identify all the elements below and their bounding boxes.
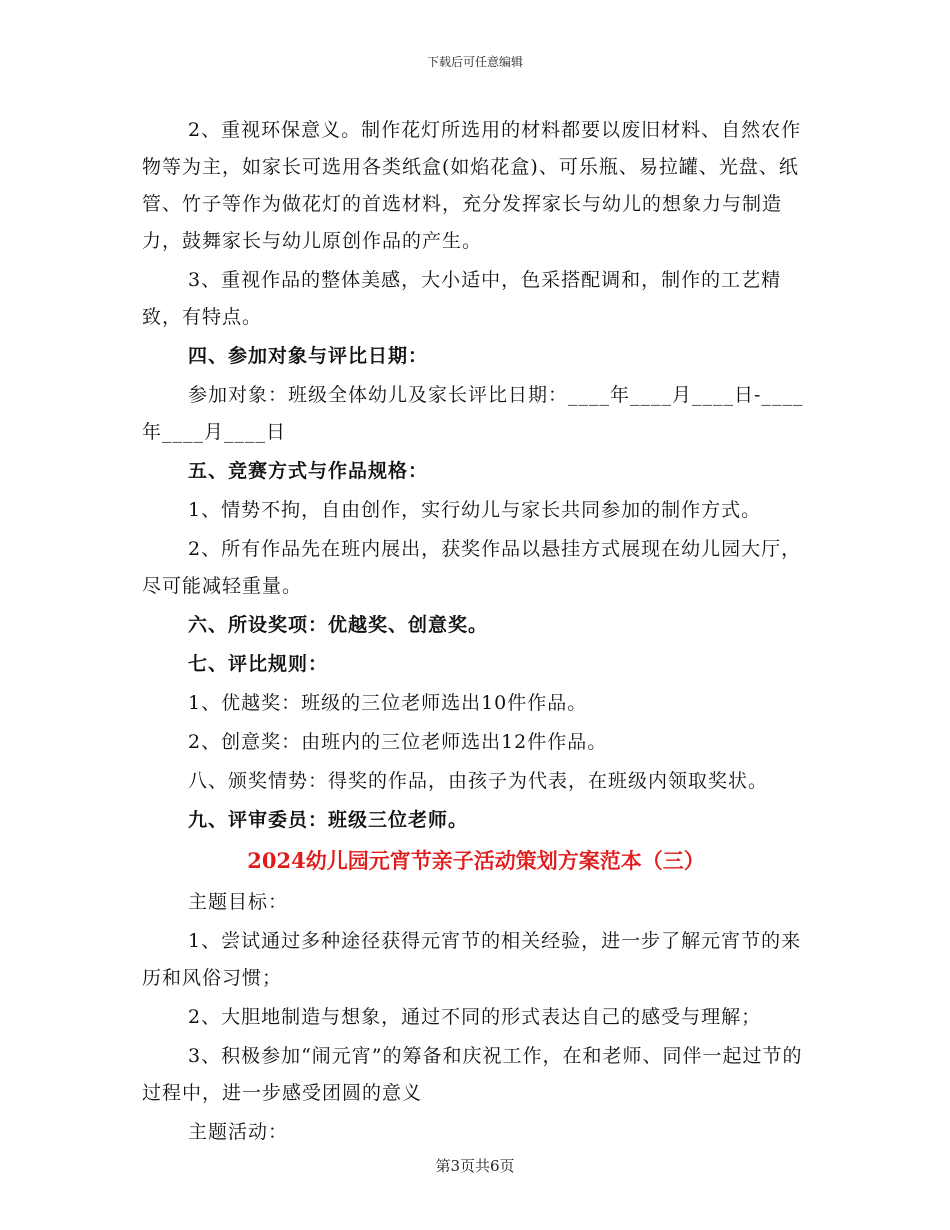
paragraph-environmental: 2、重视环保意义。制作花灯所选用的材料都要以废旧材料、自然农作物等为主，如家长可选用各类纸盒(如焰花盒)、可乐瓶、易拉罐、光盘、纸管、竹子等作为做花灯的首选材料，充分发挥家长与幼儿的想象力与制造力，鼓舞家长与幼儿原创作品的产生。 (142, 119, 802, 252)
document-title: 2024幼儿园元宵节亲子活动策划方案范本（三） (247, 848, 705, 873)
page-footer: 第3页共6页 (435, 1157, 515, 1175)
section-heading-awards: 六、所设奖项：优越奖、创意奖。 (188, 614, 489, 636)
paragraph-activities-label: 主题活动： (188, 1121, 289, 1143)
paragraph-ceremony: 八、颁奖情势：得奖的作品，由孩子为代表，在班级内领取奖状。 (188, 770, 769, 792)
paragraph-form: 1、情势不拘，自由创作，实行幼儿与家长共同参加的制作方式。 (188, 499, 762, 521)
paragraph-goal-1: 1、尝试通过多种途径获得元宵节的相关经验，进一步了解元宵节的来历和风俗习惯； (142, 930, 802, 989)
section-heading-judges: 九、评审委员：班级三位老师。 (188, 809, 469, 831)
section-heading-competition: 五、竞赛方式与作品规格： (188, 460, 429, 482)
paragraph-participants-dates: 参加对象：班级全体幼儿及家长评比日期：____年____月____日-____年____月____日 (142, 384, 804, 443)
page-header: 下载后可任意编辑 (426, 55, 523, 69)
paragraph-creative-award: 2、创意奖：由班内的三位老师选出12件作品。 (188, 731, 608, 753)
paragraph-goals-label: 主题目标： (188, 891, 289, 913)
section-heading-rules: 七、评比规则： (188, 653, 329, 675)
paragraph-excellence-award: 1、优越奖：班级的三位老师选出10件作品。 (188, 692, 588, 714)
paragraph-goal-3: 3、积极参加“闹元宵”的筹备和庆祝工作，在和老师、同伴一起过节的过程中，进一步感受团圆的意义 (142, 1045, 803, 1104)
paragraph-goal-2: 2、大胆地制造与想象，通过不同的形式表达自己的感受与理解； (188, 1006, 762, 1028)
section-heading-participants: 四、参加对象与评比日期： (188, 345, 429, 367)
document-body (142, 112, 810, 1153)
paragraph-exhibition: 2、所有作品先在班内展出，获奖作品以悬挂方式展现在幼儿园大厅，尽可能减轻重量。 (142, 538, 802, 597)
paragraph-aesthetics: 3、重视作品的整体美感，大小适中，色采搭配调和，制作的工艺精致，有特点。 (142, 269, 782, 328)
